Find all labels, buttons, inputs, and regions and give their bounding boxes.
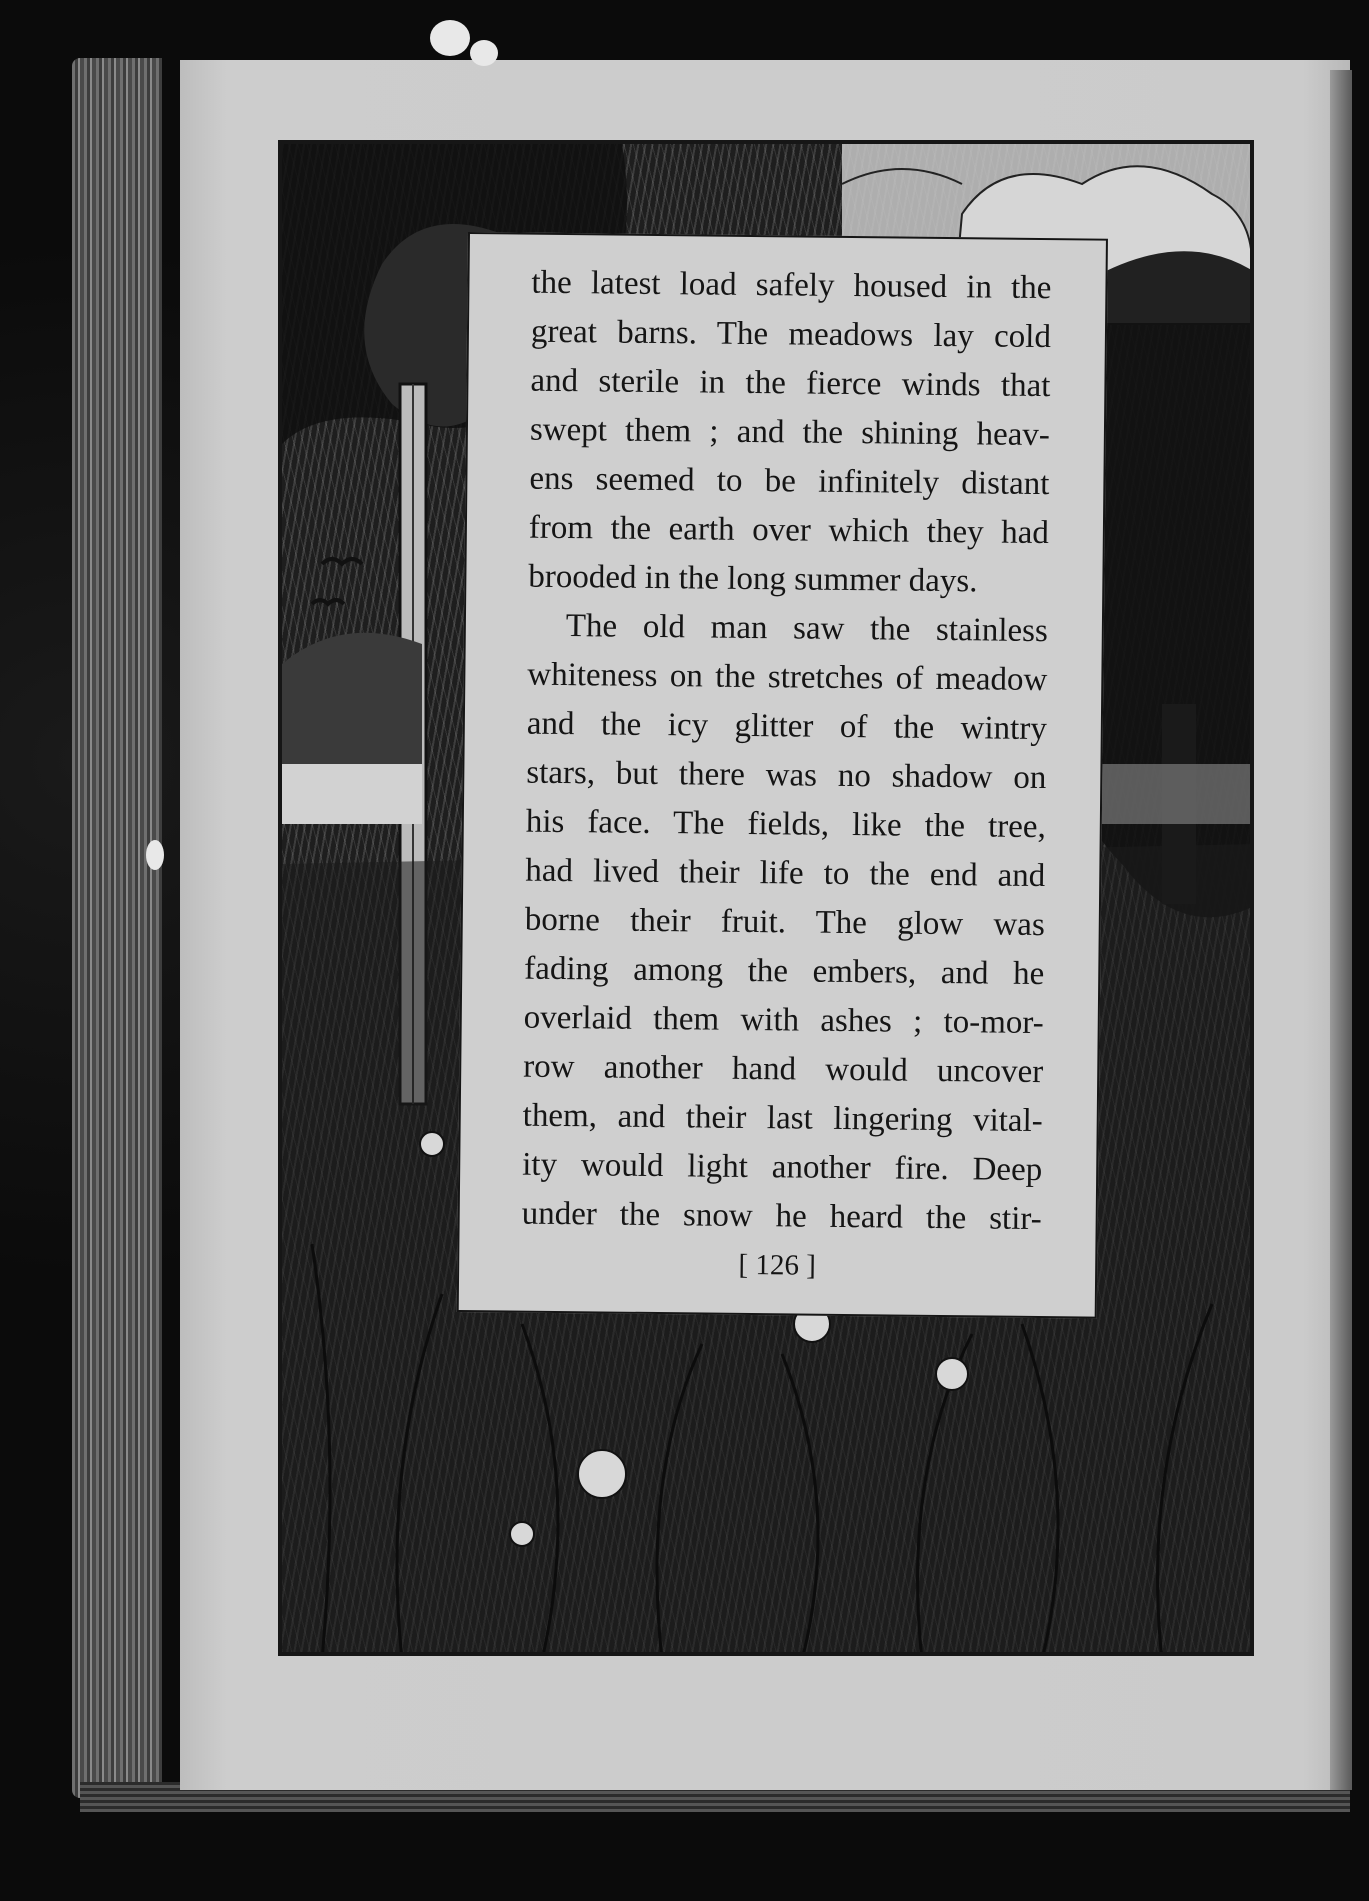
text-line: row another hand would uncover xyxy=(523,1048,1044,1091)
text-line: under the snow he heard the stir- xyxy=(521,1195,1042,1238)
text-line: ity would light another fire. Deep xyxy=(522,1146,1043,1189)
text-line: had lived their life to the end and xyxy=(525,852,1046,895)
text-line: borne their fruit. The glow was xyxy=(524,901,1045,944)
flower-icon xyxy=(510,1522,534,1546)
text-line: great barns. The meadows lay cold xyxy=(530,313,1052,356)
text-line: swept them ; and the shining heav- xyxy=(529,411,1051,454)
text-line: his face. The fields, like the tree, xyxy=(525,803,1046,846)
text-line: them, and their last lingering vital- xyxy=(522,1097,1043,1140)
text-line: brooded in the long summer days. xyxy=(528,558,978,600)
book-spine-edge xyxy=(72,58,162,1798)
dust-speck xyxy=(146,840,164,870)
text-line: overlaid them with ashes ; to-mor- xyxy=(523,999,1044,1042)
page-number: [ 126 ] xyxy=(738,1248,817,1282)
text-line: from the earth over which they had xyxy=(528,509,1050,552)
text-panel xyxy=(457,232,1108,1319)
flower-icon xyxy=(420,1132,444,1156)
page-text xyxy=(521,259,1051,1244)
dust-speck xyxy=(430,20,470,56)
flower-icon xyxy=(578,1450,626,1498)
text-line: the latest load safely housed in the xyxy=(531,264,1052,307)
dust-speck xyxy=(470,40,498,66)
text-line: and sterile in the fierce winds that xyxy=(530,362,1051,405)
bird-icon xyxy=(322,559,362,564)
text-line: stars, but there was no shadow on xyxy=(526,754,1047,797)
text-line: whiteness on the stretches of meadow xyxy=(527,656,1048,699)
text-line: The old man saw the stainless xyxy=(565,608,1049,650)
flower-icon xyxy=(936,1358,968,1390)
text-line: fading among the embers, and he xyxy=(524,950,1045,993)
text-line: ens seemed to be infinitely distant xyxy=(529,460,1050,503)
page-gutter xyxy=(1330,70,1352,1790)
text-line: and the icy glitter of the wintry xyxy=(526,705,1048,748)
bird-icon xyxy=(312,600,344,604)
